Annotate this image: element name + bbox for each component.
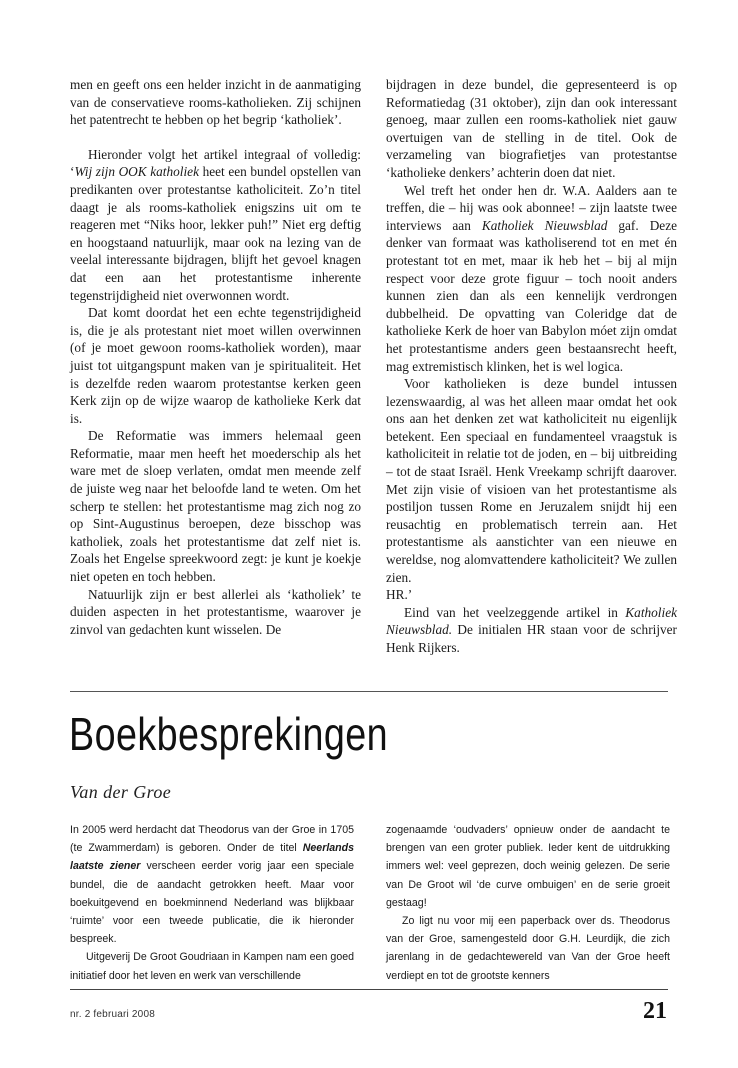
section-divider: [70, 691, 668, 692]
signoff: HR.’: [386, 587, 413, 603]
paragraph: [386, 604, 677, 657]
paragraph: [386, 182, 677, 376]
text-run: De initialen HR staan voor de schrijver Henk Rijkers.: [386, 622, 677, 655]
text-run: Wel treft het onder hen dr. W.A. Aalders aan te treffen, die – hij was ook abonnee! – zijn laatste twee interviews aan: [386, 182, 677, 233]
paragraph: Zo ligt nu voor mij een paperback over ds. Theodorus van der Groe, samengesteld door G.H. Leurdijk, die zich jarenlang in de gedachtewereld van Van der Groe heeft verdiept en tot de grootste kenners: [386, 915, 670, 982]
paragraph: bijdragen in deze bundel, die gepresenteerd is op Reformatiedag (31 oktober), zijn dan ook interessant genoeg, maar zullen een rooms-katholiek niet gauw overtuigen van de stelling in de titel. Ook de verzameling van biografietjes van protestantse ‘katholieke denkers’ achterin doen dat niet.: [386, 77, 677, 180]
text-run: verscheen eerder vorig jaar een speciale bundel, die de aandacht getrokken heeft. Maar voor boekuitgevend en boekminnend Nederland was blijkbaar ‘ruimte’ voor een tweede publicatie, die ik hieronder bespreek.: [70, 860, 354, 946]
book-title: Neerlands laatste ziener: [70, 842, 354, 873]
paragraph: Natuurlijk zijn er best allerlei als ‘katholiek’ te duiden aspecten in het protestantisme, waarover je zinvol van gedachten kunt wisselen. De: [70, 586, 361, 637]
paragraph: Voor katholieken is deze bundel intussen lezenswaardig, al was het alleen maar omdat het ook ons aan het denken zet wat katholiciteit nu eigenlijk betekent. Een speciaal en fundamenteel vraagstuk is katholiciteit in relatie tot de joden, en – bij uitbreiding – tot de staat Israël. Henk Vreekamp schrijft daarover. Met zijn visie of visioen van het protestantisme als postiljon tussen Rome en Jeruzalem snijdt hij een reusachtig en problematisch terrein aan. Het protestantisme als aanstichter van een nieuwe en wereldse, nog alomvattendere katholiciteit? We zullen zien.: [386, 376, 677, 585]
paragraph: De Reformatie was immers helemaal geen Reformatie, maar men heeft het moederschip als het ware met de sloep verlaten, omdat men meende zelf de juiste weg naar het beloofde land te weten. Om het scherp te stellen: het protestantisme mag zich nog zo op Sint-Augustinus beroepen, deze bisschop was katholiek, zoals het protestantisme dat zelf niet is. Zoals het Engelse spreekwoord zegt: je kunt je koekje niet opeten en toch hebben.: [70, 428, 361, 585]
section-heading: Boekbesprekingen: [69, 708, 389, 760]
issue-label: nr. 2 februari 2008: [70, 1009, 155, 1020]
footer-divider: [70, 989, 668, 990]
paragraph: [70, 146, 361, 304]
review-column-right: [386, 821, 670, 985]
review-author: Van der Groe: [70, 782, 172, 802]
article-column-left: [70, 76, 361, 638]
page-number: 21: [643, 998, 667, 1024]
paragraph: Dat komt doordat het een echte tegenstrijdigheid is, die je als protestant niet moet willen overwinnen (of je moet gewoon rooms-katholiek worden), maar juist tot uitgangspunt maken van je spiritualiteit. Het is dezelfde reden waarom protestantse kerken geen Kerk zijn op de wijze waarop de katholieke Kerk dat is.: [70, 305, 361, 426]
review-column-left: [70, 821, 354, 985]
text-run: gaf. Deze denker van formaat was katholiserend tot en met én protestant tot en met, maar ik heb het – bij al mijn respect voor deze grote figuur – toch nooit anders kunnen zien dan als een kennelijk verdrongen dubbelheid. De opvatting van Coleridge dat de katholieke Kerk de hoer van Babylon móet zijn omdat het protestantisme anders geen bestaansrecht heeft, mag extremistisch klinken, het is wel logica.: [386, 217, 677, 374]
paragraph: zogenaamde ‘oudvaders’ opnieuw onder de aandacht te brengen van een groter publiek. Ieder kent de uitdrukking immers wel: veel geprezen, doch weinig gelezen. De serie van De Groot wil ‘de curve ombuigen’ en de serie groeit gestaag!: [386, 824, 670, 909]
paragraph: [70, 821, 354, 948]
text-run: heet een bundel opstellen van predikanten over protestantse katholiciteit. Zo’n titel daagt je als rooms-katholiek enigszins uit om te reageren met “Niks hoor, lekker puh!” Niet erg deftig en hoogstaand natuurlijk, maar ook na lezing van de veelal interessante bijdragen, blijft het gevoel knagen dat een aan het protestantisme inherente tegenstrijdigheid niet overwonnen wordt.: [70, 164, 361, 303]
paragraph: men en geeft ons een helder inzicht in de aanmatiging van de conservatieve rooms-katholieken. Zij schijnen het patentrecht te hebben op het begrip ‘katholiek’.: [70, 77, 361, 128]
text-run: In 2005 werd herdacht dat Theodorus van der Groe in 1705 (te Zwammerdam) is geboren. Onder de titel: [70, 824, 354, 855]
book-title: Wij zijn OOK katholiek: [74, 164, 199, 180]
newspaper-name: Katholiek Nieuwsblad.: [386, 604, 677, 638]
text-run: Hieronder volgt het artikel integraal of volledig: ‘: [70, 146, 361, 180]
newspaper-name: Katholiek Nieuwsblad: [481, 217, 608, 233]
text-run: Eind van het veelzeggende artikel in: [404, 604, 626, 620]
article-column-right: [386, 76, 677, 657]
paragraph: Uitgeverij De Groot Goudriaan in Kampen nam een goed initiatief door het leven en werk van verschillende: [70, 951, 354, 982]
